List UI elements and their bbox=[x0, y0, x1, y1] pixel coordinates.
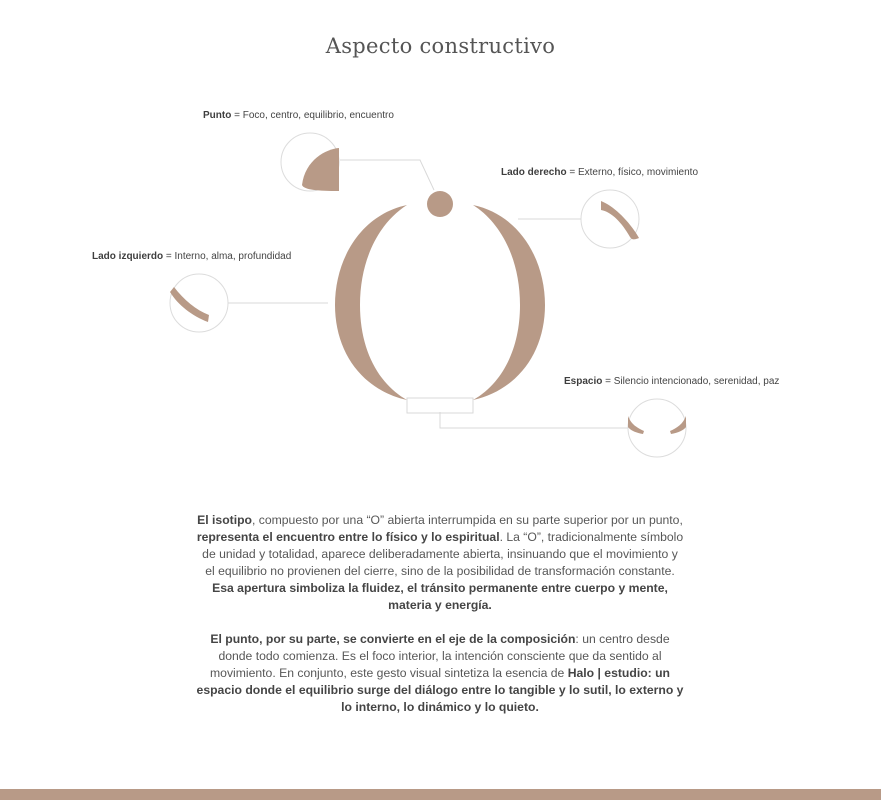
detail-punto bbox=[281, 133, 339, 191]
label-espacio-desc: = Silencio intencionado, serenidad, paz bbox=[602, 376, 780, 387]
label-lado-derecho-desc: = Externo, físico, movimiento bbox=[566, 167, 699, 178]
detail-lado-derecho bbox=[581, 190, 639, 248]
label-lado-izquierdo bbox=[92, 251, 291, 262]
label-punto bbox=[203, 110, 394, 121]
label-espacio bbox=[564, 376, 779, 387]
p2-segment-2: : un centro desde donde todo comienza. Es el foco interior, la intención consciente que da sentido al movimiento. En conjunto, este gesto visual sintetiza la esencia de bbox=[210, 632, 670, 680]
label-lado-izquierdo-term: Lado izquierdo bbox=[92, 251, 164, 262]
p1-segment-4: . La “O”, tradicionalmente símbolo de unidad y totalidad, aparece deliberadamente abierta, insinuando que el movimiento y el equilibrio no provienen del cierre, sino de la posibilidad de transformación constante. bbox=[202, 530, 684, 578]
description-paragraph-2 bbox=[196, 631, 684, 716]
label-espacio-term: Espacio bbox=[564, 376, 603, 387]
description-paragraph-1 bbox=[196, 512, 684, 614]
detail-lado-izquierdo bbox=[170, 274, 228, 332]
p2-segment-1: El punto, por su parte, se convierte en el eje de la composición bbox=[210, 632, 576, 646]
isotype-dot bbox=[427, 191, 453, 217]
p1-segment-2: , compuesto por una “O” abierta interrumpida en su parte superior por un punto, bbox=[251, 513, 683, 527]
label-lado-derecho-term: Lado derecho bbox=[501, 167, 567, 178]
isotype-logo bbox=[335, 191, 545, 400]
connector-espacio bbox=[440, 412, 628, 428]
label-punto-term: Punto bbox=[203, 110, 232, 121]
isotype-left-arc bbox=[335, 205, 407, 400]
page-title: Aspecto constructivo bbox=[325, 34, 556, 58]
p2-segment-3: Halo | estudio: un espacio donde el equilibrio surge del diálogo entre lo tangible y lo sutil, lo externo y lo interno, lo dinámico y lo quieto. bbox=[196, 666, 684, 714]
p1-segment-3: representa el encuentro entre lo físico y lo espiritual bbox=[196, 530, 500, 544]
label-lado-derecho bbox=[501, 167, 698, 178]
label-lado-izquierdo-desc: = Interno, alma, profundidad bbox=[163, 251, 292, 262]
p1-segment-5: Esa apertura simboliza la fluidez, el tránsito permanente entre cuerpo y mente, materia y energía. bbox=[212, 581, 668, 612]
gap-marker bbox=[407, 398, 473, 413]
isotype-right-arc bbox=[473, 205, 545, 400]
p1-segment-1: El isotipo bbox=[197, 513, 252, 527]
connector-punto bbox=[340, 160, 434, 190]
detail-espacio bbox=[628, 399, 686, 457]
label-punto-desc: = Foco, centro, equilibrio, encuentro bbox=[231, 110, 394, 121]
footer-accent-bar bbox=[0, 789, 881, 800]
